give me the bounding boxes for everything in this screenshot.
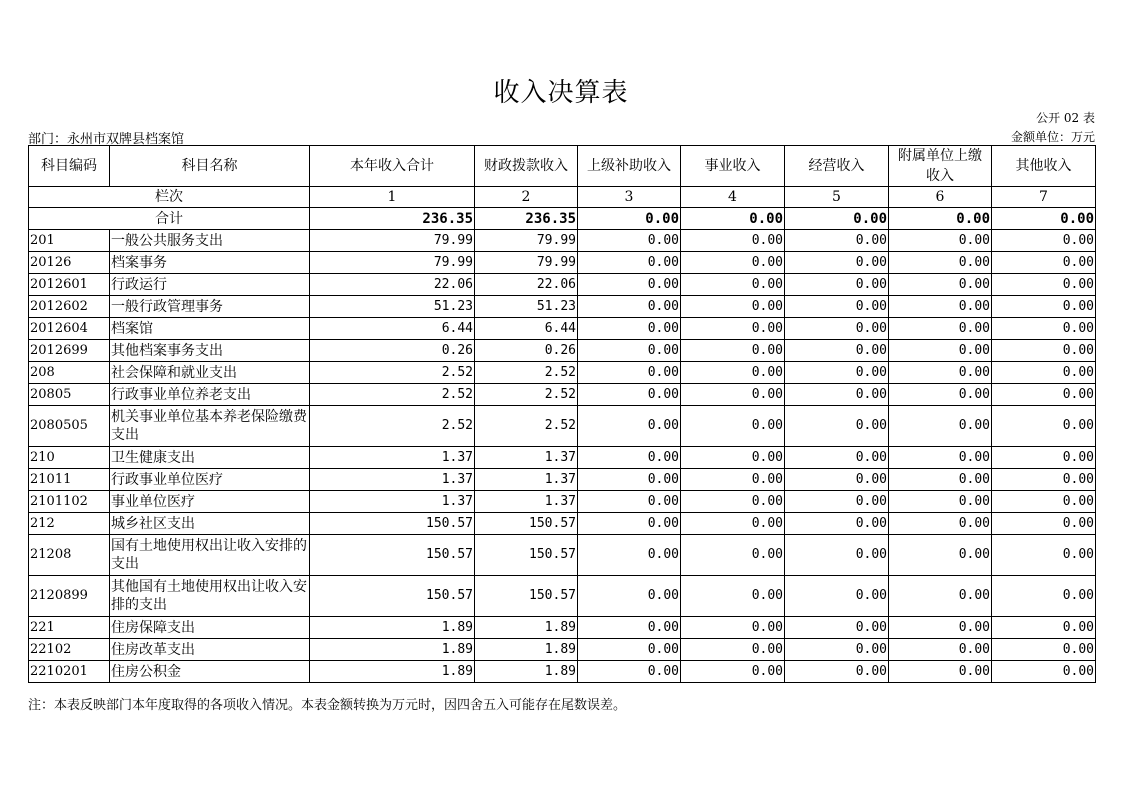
subject-code-cell: 21208 bbox=[29, 535, 110, 576]
amount-cell: 0.00 bbox=[992, 340, 1096, 362]
total-label: 合计 bbox=[29, 208, 310, 230]
subject-name-cell: 其他国有土地使用权出让收入安排的支出 bbox=[110, 576, 310, 617]
amount-cell: 0.00 bbox=[889, 469, 992, 491]
amount-cell: 0.00 bbox=[681, 406, 785, 447]
amount-cell: 0.00 bbox=[785, 340, 889, 362]
amount-cell: 2.52 bbox=[475, 362, 578, 384]
amount-cell: 1.89 bbox=[310, 661, 475, 683]
table-row bbox=[29, 406, 1096, 447]
page-title: 收入决算表 bbox=[493, 78, 629, 108]
amount-cell: 79.99 bbox=[310, 252, 475, 274]
amount-cell: 0.00 bbox=[785, 274, 889, 296]
header-cell: 上级补助收入 bbox=[578, 146, 681, 187]
amount-cell: 0.00 bbox=[681, 617, 785, 639]
amount-cell: 6.44 bbox=[475, 318, 578, 340]
amount-cell: 1.37 bbox=[310, 447, 475, 469]
subject-name-cell: 社会保障和就业支出 bbox=[110, 362, 310, 384]
subject-name-cell: 机关事业单位基本养老保险缴费支出 bbox=[110, 406, 310, 447]
amount-cell: 0.00 bbox=[681, 469, 785, 491]
amount-cell: 0.00 bbox=[785, 318, 889, 340]
amount-cell: 2.52 bbox=[475, 406, 578, 447]
table-row bbox=[29, 230, 1096, 252]
table-row bbox=[29, 318, 1096, 340]
subject-name-cell: 档案馆 bbox=[110, 318, 310, 340]
table-row bbox=[29, 274, 1096, 296]
subject-name-cell: 住房公积金 bbox=[110, 661, 310, 683]
amount-cell: 0.00 bbox=[578, 362, 681, 384]
amount-cell: 1.37 bbox=[475, 447, 578, 469]
amount-cell: 0.00 bbox=[889, 318, 992, 340]
amount-cell: 2.52 bbox=[475, 384, 578, 406]
subject-code-cell: 2012699 bbox=[29, 340, 110, 362]
amount-cell: 0.00 bbox=[578, 318, 681, 340]
amount-cell: 0.00 bbox=[992, 406, 1096, 447]
subject-name-cell: 住房改革支出 bbox=[110, 639, 310, 661]
amount-cell: 0.00 bbox=[992, 447, 1096, 469]
subject-code-cell: 21011 bbox=[29, 469, 110, 491]
table-row bbox=[29, 447, 1096, 469]
amount-cell: 0.00 bbox=[889, 617, 992, 639]
header-cell: 附属单位上缴收入 bbox=[889, 146, 992, 187]
amount-cell: 0.00 bbox=[681, 296, 785, 318]
form-code: 公开 02 表 bbox=[1036, 111, 1095, 125]
amount-cell: 0.00 bbox=[992, 639, 1096, 661]
amount-cell: 0.00 bbox=[785, 535, 889, 576]
amount-cell: 0.00 bbox=[681, 230, 785, 252]
amount-cell: 0.00 bbox=[785, 384, 889, 406]
amount-cell: 0.00 bbox=[578, 252, 681, 274]
amount-cell: 0.00 bbox=[681, 661, 785, 683]
subject-code-cell: 2120899 bbox=[29, 576, 110, 617]
subject-code-cell: 22102 bbox=[29, 639, 110, 661]
amount-cell: 0.00 bbox=[889, 535, 992, 576]
amount-cell: 0.00 bbox=[578, 617, 681, 639]
amount-cell: 150.57 bbox=[475, 513, 578, 535]
header-cell: 本年收入合计 bbox=[310, 146, 475, 187]
table-row bbox=[29, 661, 1096, 683]
amount-cell: 1.89 bbox=[475, 661, 578, 683]
subject-code-cell: 221 bbox=[29, 617, 110, 639]
subject-code-cell: 20126 bbox=[29, 252, 110, 274]
income-table bbox=[28, 145, 1096, 683]
index-label: 栏次 bbox=[29, 187, 310, 208]
index-cell: 5 bbox=[785, 187, 889, 208]
amount-cell: 2.52 bbox=[310, 406, 475, 447]
amount-cell: 0.00 bbox=[681, 318, 785, 340]
subject-code-cell: 2080505 bbox=[29, 406, 110, 447]
amount-cell: 0.00 bbox=[681, 274, 785, 296]
amount-cell: 0.00 bbox=[785, 469, 889, 491]
table-row bbox=[29, 639, 1096, 661]
amount-cell: 0.00 bbox=[785, 513, 889, 535]
amount-cell: 0.00 bbox=[578, 230, 681, 252]
amount-cell: 150.57 bbox=[310, 535, 475, 576]
table-row bbox=[29, 296, 1096, 318]
subject-name-cell: 其他档案事务支出 bbox=[110, 340, 310, 362]
amount-cell: 0.00 bbox=[578, 469, 681, 491]
subject-name-cell: 行政事业单位医疗 bbox=[110, 469, 310, 491]
amount-cell: 0.00 bbox=[889, 661, 992, 683]
amount-cell: 0.00 bbox=[681, 252, 785, 274]
amount-cell: 0.00 bbox=[785, 661, 889, 683]
total-row bbox=[29, 208, 1096, 230]
amount-cell: 0.00 bbox=[889, 639, 992, 661]
total-cell: 0.00 bbox=[992, 208, 1096, 230]
amount-cell: 0.00 bbox=[681, 384, 785, 406]
index-cell: 1 bbox=[310, 187, 475, 208]
amount-cell: 0.00 bbox=[681, 513, 785, 535]
table-row bbox=[29, 535, 1096, 576]
amount-cell: 150.57 bbox=[475, 535, 578, 576]
header-cell: 其他收入 bbox=[992, 146, 1096, 187]
amount-cell: 0.00 bbox=[578, 661, 681, 683]
amount-cell: 0.00 bbox=[889, 296, 992, 318]
total-cell: 0.00 bbox=[681, 208, 785, 230]
subject-name-cell: 城乡社区支出 bbox=[110, 513, 310, 535]
amount-cell: 0.00 bbox=[992, 661, 1096, 683]
amount-cell: 0.00 bbox=[681, 576, 785, 617]
amount-cell: 0.00 bbox=[681, 639, 785, 661]
index-cell: 2 bbox=[475, 187, 578, 208]
amount-cell: 0.00 bbox=[992, 296, 1096, 318]
amount-cell: 0.00 bbox=[578, 406, 681, 447]
amount-cell: 0.00 bbox=[992, 535, 1096, 576]
amount-cell: 0.00 bbox=[785, 252, 889, 274]
subject-name-cell: 行政事业单位养老支出 bbox=[110, 384, 310, 406]
subject-name-cell: 一般公共服务支出 bbox=[110, 230, 310, 252]
subject-name-cell: 卫生健康支出 bbox=[110, 447, 310, 469]
amount-cell: 0.00 bbox=[889, 447, 992, 469]
amount-cell: 0.00 bbox=[889, 362, 992, 384]
amount-cell: 0.00 bbox=[889, 576, 992, 617]
subject-name-cell: 事业单位医疗 bbox=[110, 491, 310, 513]
department-label: 部门：永州市双牌县档案馆 bbox=[28, 132, 185, 147]
amount-cell: 1.89 bbox=[310, 617, 475, 639]
table-row bbox=[29, 362, 1096, 384]
amount-cell: 0.00 bbox=[992, 576, 1096, 617]
amount-cell: 0.00 bbox=[578, 535, 681, 576]
amount-cell: 0.00 bbox=[785, 639, 889, 661]
table-row bbox=[29, 384, 1096, 406]
subject-code-cell: 2012602 bbox=[29, 296, 110, 318]
subject-name-cell: 一般行政管理事务 bbox=[110, 296, 310, 318]
subject-code-cell: 2101102 bbox=[29, 491, 110, 513]
amount-cell: 0.00 bbox=[578, 296, 681, 318]
amount-cell: 0.00 bbox=[889, 274, 992, 296]
total-cell: 0.00 bbox=[889, 208, 992, 230]
subject-name-cell: 档案事务 bbox=[110, 252, 310, 274]
amount-cell: 1.37 bbox=[310, 469, 475, 491]
amount-cell: 0.00 bbox=[992, 491, 1096, 513]
amount-cell: 22.06 bbox=[475, 274, 578, 296]
total-cell: 0.00 bbox=[785, 208, 889, 230]
amount-cell: 0.00 bbox=[785, 406, 889, 447]
header-cell: 财政拨款收入 bbox=[475, 146, 578, 187]
amount-cell: 0.00 bbox=[992, 230, 1096, 252]
amount-cell: 0.00 bbox=[681, 491, 785, 513]
amount-cell: 22.06 bbox=[310, 274, 475, 296]
amount-cell: 0.00 bbox=[992, 274, 1096, 296]
amount-cell: 0.00 bbox=[889, 252, 992, 274]
table-row bbox=[29, 340, 1096, 362]
amount-cell: 0.00 bbox=[889, 513, 992, 535]
amount-cell: 79.99 bbox=[475, 230, 578, 252]
amount-cell: 0.00 bbox=[578, 447, 681, 469]
table-row bbox=[29, 617, 1096, 639]
amount-cell: 79.99 bbox=[475, 252, 578, 274]
amount-unit-label: 金额单位：万元 bbox=[1010, 130, 1095, 144]
amount-cell: 0.00 bbox=[992, 384, 1096, 406]
amount-cell: 0.00 bbox=[681, 535, 785, 576]
amount-cell: 51.23 bbox=[310, 296, 475, 318]
amount-cell: 1.89 bbox=[475, 617, 578, 639]
table-row bbox=[29, 576, 1096, 617]
header-cell: 事业收入 bbox=[681, 146, 785, 187]
amount-cell: 1.37 bbox=[310, 491, 475, 513]
amount-cell: 2.52 bbox=[310, 384, 475, 406]
amount-cell: 51.23 bbox=[475, 296, 578, 318]
amount-cell: 0.00 bbox=[681, 362, 785, 384]
subject-code-cell: 208 bbox=[29, 362, 110, 384]
amount-cell: 0.00 bbox=[785, 576, 889, 617]
subject-name-cell: 住房保障支出 bbox=[110, 617, 310, 639]
header-cell: 科目名称 bbox=[110, 146, 310, 187]
index-cell: 4 bbox=[681, 187, 785, 208]
amount-cell: 0.00 bbox=[992, 513, 1096, 535]
table-row bbox=[29, 469, 1096, 491]
subject-code-cell: 2210201 bbox=[29, 661, 110, 683]
amount-cell: 0.00 bbox=[578, 340, 681, 362]
amount-cell: 0.26 bbox=[475, 340, 578, 362]
footnote: 注：本表反映部门本年度取得的各项收入情况。本表金额转换为万元时，因四舍五入可能存在尾数误差。 bbox=[28, 698, 627, 713]
amount-cell: 0.00 bbox=[785, 230, 889, 252]
total-cell: 0.00 bbox=[578, 208, 681, 230]
amount-cell: 0.00 bbox=[785, 491, 889, 513]
amount-cell: 0.00 bbox=[889, 491, 992, 513]
amount-cell: 1.37 bbox=[475, 491, 578, 513]
subject-code-cell: 2012601 bbox=[29, 274, 110, 296]
amount-cell: 0.00 bbox=[785, 362, 889, 384]
amount-cell: 0.00 bbox=[992, 252, 1096, 274]
amount-cell: 0.00 bbox=[681, 447, 785, 469]
amount-cell: 0.00 bbox=[578, 491, 681, 513]
subject-code-cell: 210 bbox=[29, 447, 110, 469]
header-cell: 科目编码 bbox=[29, 146, 110, 187]
amount-cell: 0.00 bbox=[992, 362, 1096, 384]
subject-code-cell: 2012604 bbox=[29, 318, 110, 340]
index-cell: 3 bbox=[578, 187, 681, 208]
amount-cell: 0.00 bbox=[889, 340, 992, 362]
amount-cell: 79.99 bbox=[310, 230, 475, 252]
amount-cell: 0.00 bbox=[992, 469, 1096, 491]
amount-cell: 2.52 bbox=[310, 362, 475, 384]
amount-cell: 1.89 bbox=[310, 639, 475, 661]
amount-cell: 0.00 bbox=[578, 384, 681, 406]
amount-cell: 0.00 bbox=[578, 274, 681, 296]
subject-name-cell: 行政运行 bbox=[110, 274, 310, 296]
column-index-row bbox=[29, 187, 1096, 208]
amount-cell: 0.00 bbox=[578, 576, 681, 617]
amount-cell: 1.37 bbox=[475, 469, 578, 491]
amount-cell: 0.00 bbox=[578, 513, 681, 535]
subject-code-cell: 20805 bbox=[29, 384, 110, 406]
index-cell: 7 bbox=[992, 187, 1096, 208]
amount-cell: 0.00 bbox=[578, 639, 681, 661]
index-cell: 6 bbox=[889, 187, 992, 208]
table-row bbox=[29, 252, 1096, 274]
amount-cell: 150.57 bbox=[310, 513, 475, 535]
amount-cell: 150.57 bbox=[310, 576, 475, 617]
total-cell: 236.35 bbox=[310, 208, 475, 230]
subject-code-cell: 212 bbox=[29, 513, 110, 535]
table-row bbox=[29, 491, 1096, 513]
amount-cell: 0.00 bbox=[992, 318, 1096, 340]
amount-cell: 0.00 bbox=[785, 617, 889, 639]
amount-cell: 0.26 bbox=[310, 340, 475, 362]
amount-cell: 0.00 bbox=[889, 406, 992, 447]
amount-cell: 0.00 bbox=[785, 296, 889, 318]
amount-cell: 6.44 bbox=[310, 318, 475, 340]
header-row bbox=[29, 146, 1096, 187]
amount-cell: 0.00 bbox=[681, 340, 785, 362]
header-cell: 经营收入 bbox=[785, 146, 889, 187]
amount-cell: 0.00 bbox=[889, 230, 992, 252]
table-row bbox=[29, 513, 1096, 535]
amount-cell: 1.89 bbox=[475, 639, 578, 661]
amount-cell: 150.57 bbox=[475, 576, 578, 617]
total-cell: 236.35 bbox=[475, 208, 578, 230]
subject-name-cell: 国有土地使用权出让收入安排的支出 bbox=[110, 535, 310, 576]
amount-cell: 0.00 bbox=[992, 617, 1096, 639]
amount-cell: 0.00 bbox=[785, 447, 889, 469]
subject-code-cell: 201 bbox=[29, 230, 110, 252]
amount-cell: 0.00 bbox=[889, 384, 992, 406]
